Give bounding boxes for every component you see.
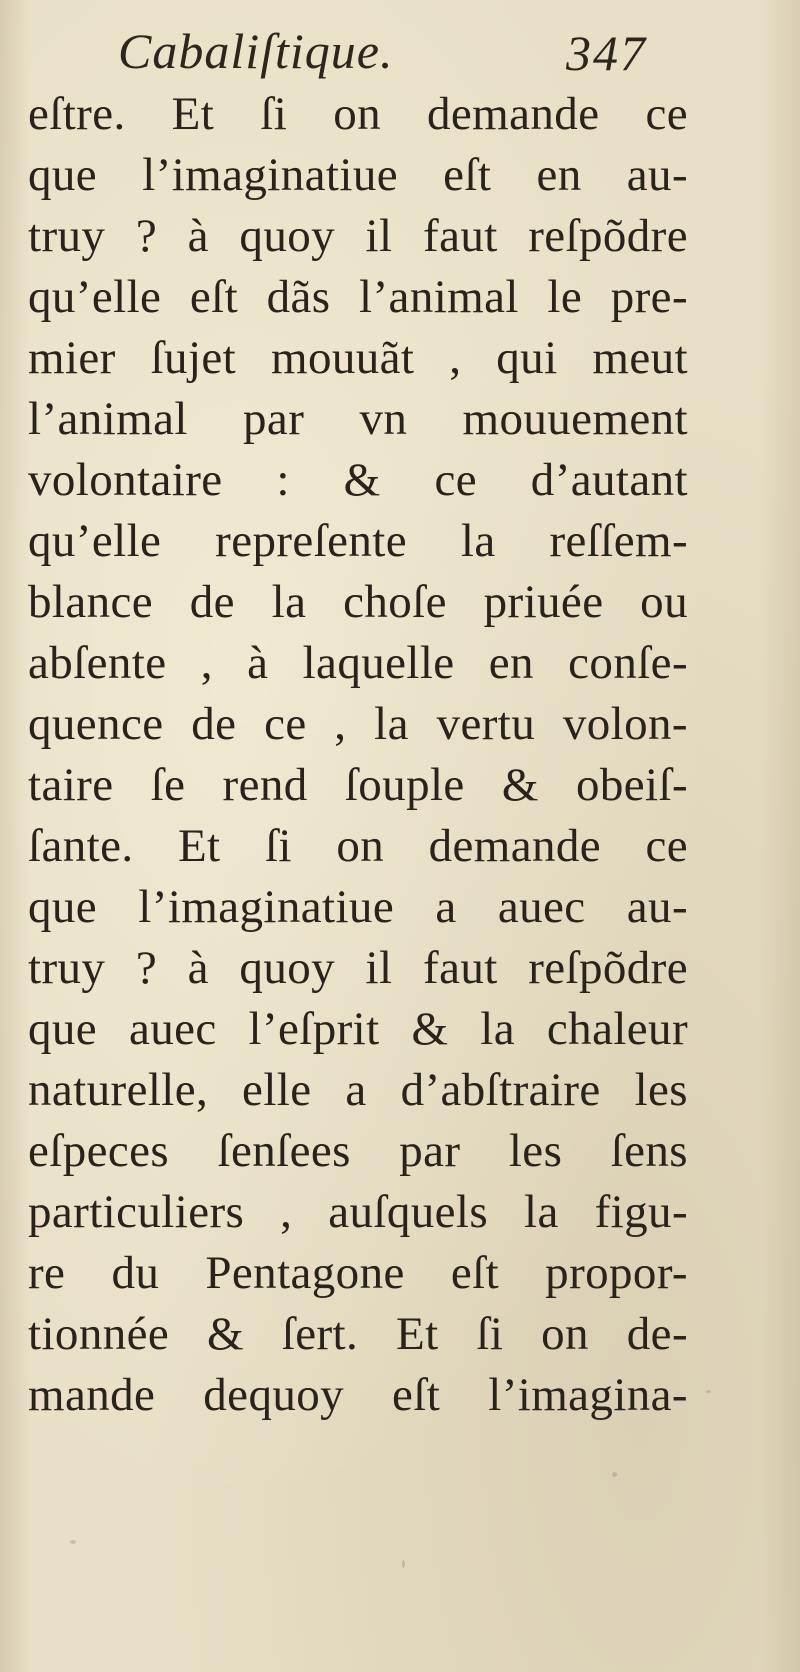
text-line: particuliers , auſquels la figu- xyxy=(28,1186,688,1238)
text-line: taire ſe rend ſouple & obeiſ- xyxy=(28,759,688,811)
text-line: quence de ce , la vertu volon- xyxy=(28,698,688,750)
text-line: re du Pentagone eſt propor- xyxy=(28,1247,688,1299)
text-line: ſante. Et ſi on demande ce xyxy=(28,820,688,872)
paper-speck xyxy=(70,1540,76,1544)
text-line: mande dequoy eſt l’imagina- xyxy=(28,1369,688,1421)
text-line: que l’imaginatiue a auec au- xyxy=(28,881,688,933)
text-line: blance de la choſe priuée ou xyxy=(28,576,688,628)
text-line: truy ? à quoy il faut reſpõdre xyxy=(28,942,688,994)
text-line: truy ? à quoy il faut reſpõdre xyxy=(28,210,688,262)
text-line: volontaire : & ce d’autant xyxy=(28,454,688,506)
page-number: 347 xyxy=(566,25,647,81)
text-line: qu’elle eſt dãs l’animal le pre- xyxy=(28,271,688,323)
paper-speck xyxy=(612,1472,617,1477)
text-line: mier ſujet mouuãt , qui meut xyxy=(28,332,688,384)
text-line: qu’elle repreſente la reſſem- xyxy=(28,515,688,567)
text-line: eſtre. Et ſi on demande ce xyxy=(28,88,688,140)
text-line: que auec l’eſprit & la chaleur xyxy=(28,1003,688,1055)
text-line: que l’imaginatiue eſt en au- xyxy=(28,149,688,201)
text-line: tionnée & ſert. Et ſi on de- xyxy=(28,1308,688,1360)
text-line: abſente , à laquelle en conſe- xyxy=(28,637,688,689)
paper-speck xyxy=(706,1390,711,1393)
text-line: eſpeces ſenſees par les ſens xyxy=(28,1125,688,1177)
text-line: l’animal par vn mouuement xyxy=(28,393,688,445)
running-head xyxy=(0,18,800,88)
text-line: naturelle, elle a d’abſtraire les xyxy=(28,1064,688,1116)
running-title: Cabaliſtique. xyxy=(118,23,394,79)
body-text xyxy=(28,84,688,1426)
paper-speck xyxy=(402,1560,405,1568)
